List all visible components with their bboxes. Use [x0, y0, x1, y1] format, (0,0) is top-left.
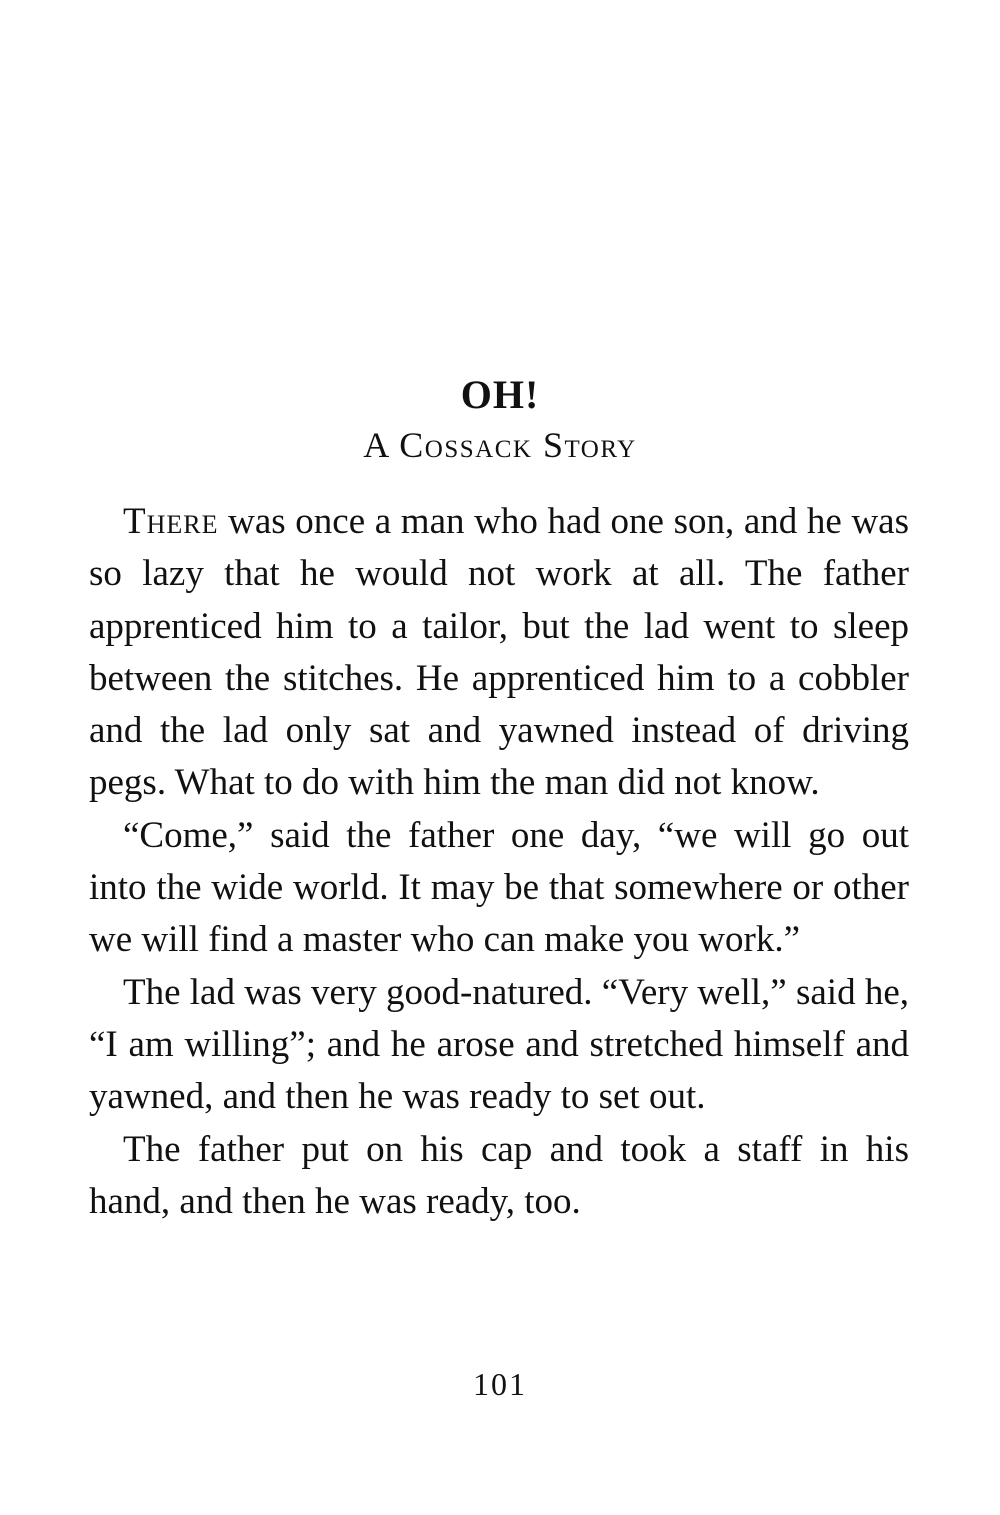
paragraph-text: The father put on his cap and took a staff in his hand, and then he was ready, too.: [89, 1128, 909, 1222]
paragraph: [89, 810, 909, 967]
paragraph: [89, 1124, 909, 1229]
paragraph: [89, 967, 909, 1124]
paragraph-text: was once a man who had one son, and he was so lazy that he would not work at all. The father apprenticed him to a tailor, but the lad went to sleep between the stitches. He apprenticed him to a cobbler and the lad only sat and yawned instead of driving pegs. What to do with him the man did not know.: [89, 501, 909, 804]
paragraph-lead-word: There: [123, 501, 219, 542]
paragraph-text: “Come,” said the father one day, “we will go out into the wide world. It may be that somewhere or other we will find a master who can make you work.”: [89, 814, 909, 961]
chapter-subtitle: A Cossack Story: [363, 425, 637, 465]
chapter-title: OH!: [460, 371, 540, 417]
paragraph: [89, 496, 909, 810]
page-number: 101: [473, 1366, 527, 1402]
story-body: [89, 496, 909, 1228]
paragraph-text: The lad was very good-natured. “Very well,” said he, “I am willing”; and he arose and stretched himself and yawned, and then he was ready to set out.: [89, 971, 909, 1118]
